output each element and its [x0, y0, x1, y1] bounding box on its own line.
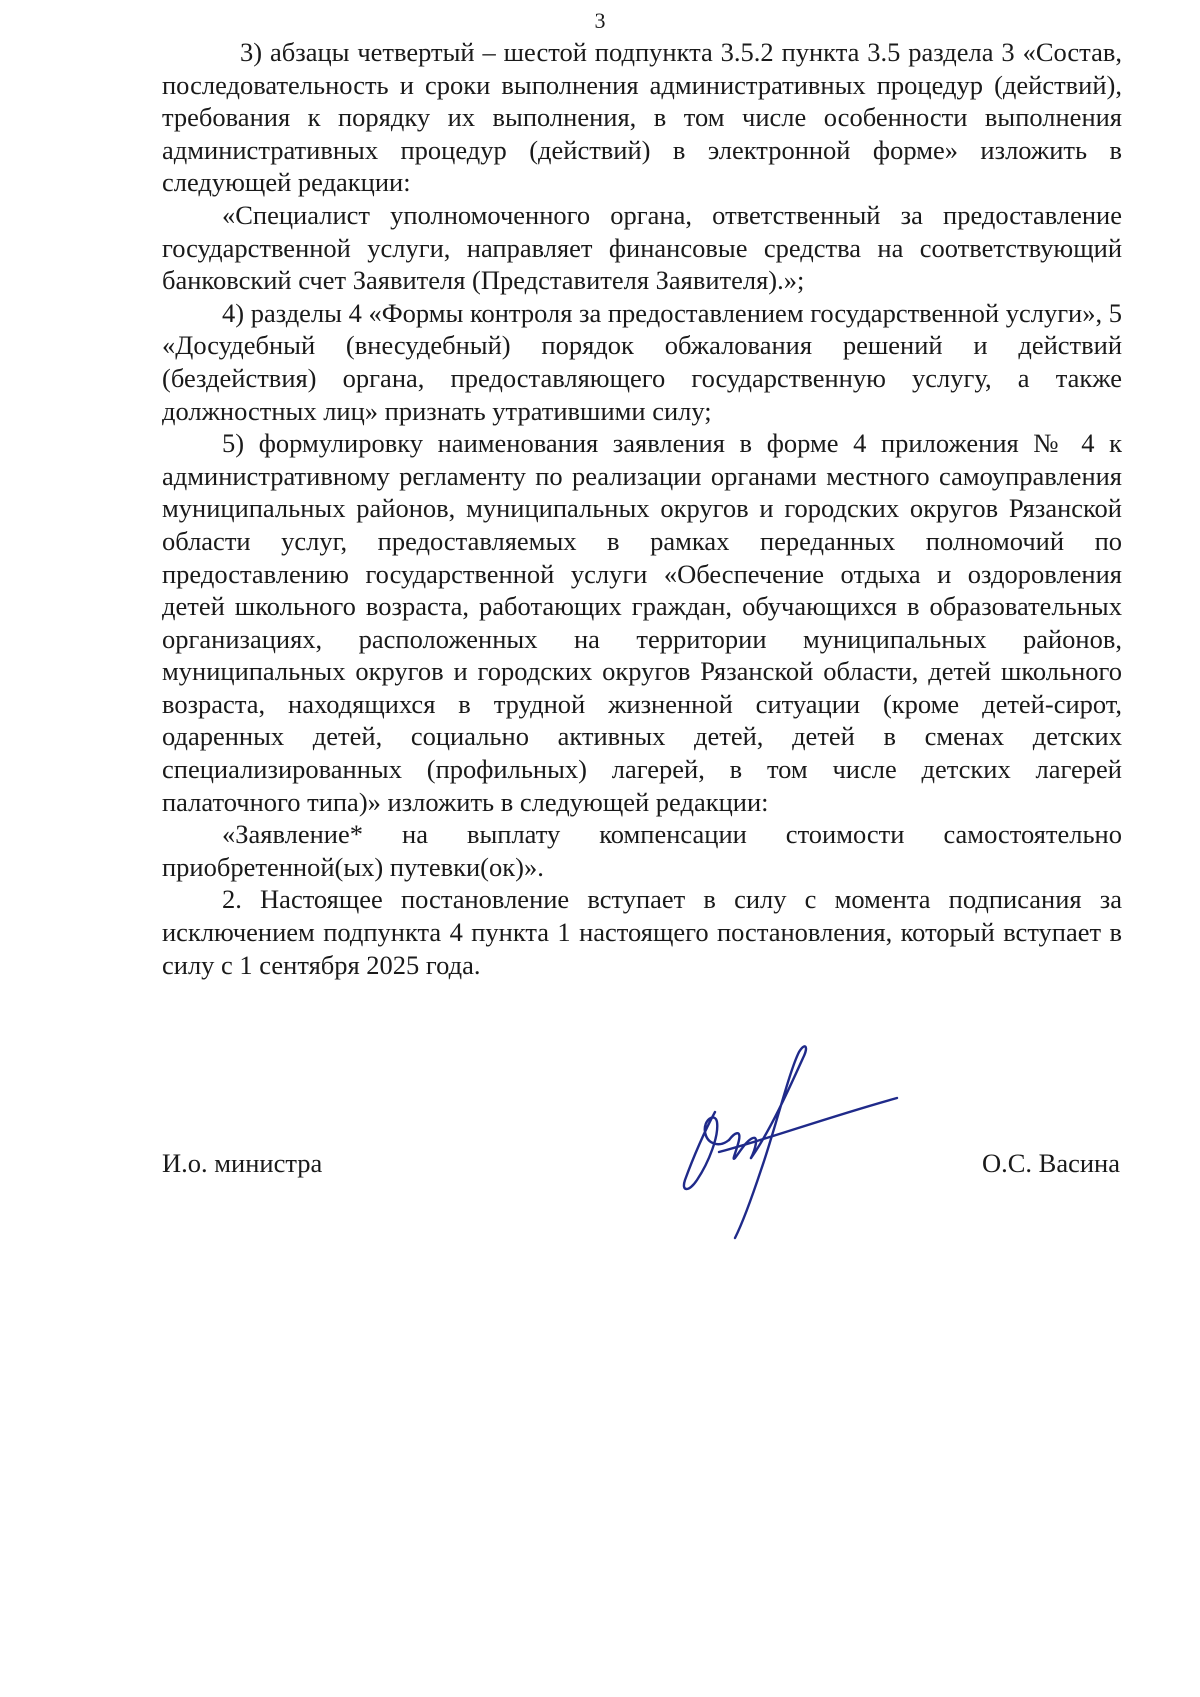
signature-block: [162, 1147, 1120, 1183]
signer-title: И.о. министра: [162, 1148, 323, 1178]
paragraph-quote-application: «Заявление* на выплату компенсации стоимости самостоятельно приобретенной(ых) путевки(ок)».: [162, 819, 1122, 882]
document-body: [162, 36, 1122, 981]
page-number: 3: [594, 8, 606, 33]
paragraph-point-2: 2. Настоящее постановление вступает в силу с момента подписания за исключением подпункта 4 пункта 1 настоящего постановления, который вступает в силу с 1 сентября 2025 года.: [162, 884, 1122, 980]
paragraph-item-4: 4) разделы 4 «Формы контроля за предоставлением государственной услуги», 5 «Досудебный (внесудебный) порядок обжалования решений и действий (бездействия) органа, предоставляющего государственную услугу, а также должностных лиц» признать утратившими силу;: [162, 297, 1122, 426]
handwritten-signature: [675, 1040, 905, 1250]
paragraph-item-3: 3) абзацы четвертый – шестой подпункта 3.5.2 пункта 3.5 раздела 3 «Состав, последовательность и сроки выполнения административных процедур (действий), требования к порядку их выполнения, в том числе особенности выполнения административных процедур (действий) в электронной форме» изложить в следующей редакции:: [162, 37, 1122, 198]
paragraph-quote-specialist: «Специалист уполномоченного органа, ответственный за предоставление государственной услуги, направляет финансовые средства на соответствующий банковский счет Заявителя (Представителя Заявителя).»;: [162, 199, 1122, 296]
signer-name: О.С. Васина: [981, 1148, 1120, 1178]
paragraph-item-5: 5) формулировку наименования заявления в форме 4 приложения № 4 к административному регламенту по реализации органами местного самоуправления муниципальных районов, муниципальных округов и городских округов Рязанской области услуг, предоставляемых в рамках переданных полномочий по предоставлению государственной услуги «Обеспечение отдыха и оздоровления детей школьного возраста, работающих граждан, обучающихся в образовательных организациях, расположенных на территории муниципальных районов, муниципальных округов и городских округов Рязанской области, детей школьного возраста, находящихся в трудной жизненной ситуации (кроме детей-сирот, одаренных детей, социально активных детей, детей в сменах детских специализированных (профильных) лагерей, в том числе детских лагерей палаточного типа)» изложить в следующей редакции:: [162, 428, 1122, 817]
